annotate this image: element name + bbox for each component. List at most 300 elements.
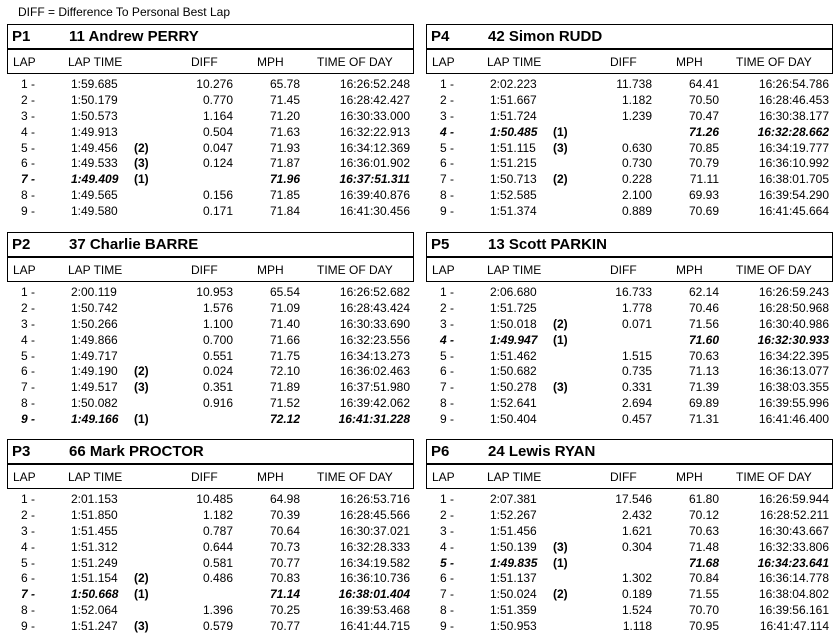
lap-time-of-day: 16:30:43.667 — [758, 523, 829, 538]
lap-row — [426, 141, 833, 157]
lap-row — [7, 109, 414, 125]
lap-mph: 71.84 — [269, 204, 300, 219]
lap-rank: (2) — [134, 140, 149, 155]
lap-diff: 0.581 — [202, 555, 233, 570]
lap-number: 9 - — [440, 204, 455, 219]
lap-diff: 0.770 — [202, 92, 233, 107]
lap-diff: 0.304 — [621, 539, 652, 554]
lap-mph: 71.55 — [688, 587, 719, 602]
lap-mph: 70.77 — [269, 619, 300, 634]
lap-row — [426, 317, 833, 333]
lap-diff: 1.621 — [621, 523, 652, 538]
lap-row — [7, 349, 414, 365]
lap-mph: 70.85 — [688, 140, 719, 155]
lap-row — [7, 333, 414, 349]
lap-time: 1:51.667 — [490, 92, 537, 107]
lap-time-of-day: 16:26:59.243 — [758, 285, 829, 299]
lap-time-of-day: 16:28:52.211 — [759, 507, 829, 522]
lap-time: 1:50.018 — [490, 316, 537, 331]
lap-diff: 0.457 — [621, 412, 652, 427]
driver-name: 11 Andrew PERRY — [69, 28, 199, 45]
lap-mph: 71.60 — [688, 332, 719, 347]
position-label: P1 — [12, 28, 31, 45]
lap-number: 4 - — [21, 539, 36, 554]
lap-diff: 0.024 — [202, 364, 233, 379]
lap-time-of-day: 16:36:01.902 — [339, 156, 410, 171]
lap-time: 1:50.179 — [71, 92, 118, 107]
position-label: P2 — [12, 236, 31, 253]
lap-rank: (1) — [134, 412, 149, 427]
col-mph-header: MPH — [676, 470, 703, 484]
driver-panel — [426, 232, 833, 430]
lap-mph: 71.48 — [688, 539, 719, 554]
lap-time-of-day: 16:32:22.913 — [339, 124, 410, 139]
lap-time-of-day: 16:30:40.986 — [758, 316, 829, 331]
lap-time: 1:52.267 — [490, 507, 537, 522]
col-tod-header: TIME OF DAY — [317, 263, 393, 277]
lap-number: 5 - — [440, 348, 455, 363]
lap-mph: 70.46 — [688, 300, 719, 315]
lap-number: 4 - — [440, 124, 455, 139]
lap-row — [7, 188, 414, 204]
lap-row — [7, 619, 414, 635]
lap-time: 1:50.139 — [490, 539, 537, 554]
lap-row — [426, 619, 833, 635]
lap-mph: 70.47 — [688, 108, 719, 123]
lap-diff: 0.916 — [202, 396, 233, 411]
lap-number: 8 - — [440, 603, 455, 618]
col-laptime-header: LAP TIME — [68, 263, 123, 277]
lap-time: 1:49.835 — [490, 555, 538, 570]
driver-name: 42 Simon RUDD — [488, 28, 603, 45]
lap-mph: 71.40 — [269, 316, 300, 331]
lap-rows — [426, 285, 833, 428]
lap-time-of-day: 16:37:51.311 — [339, 172, 410, 187]
lap-time: 1:50.713 — [490, 172, 537, 187]
lap-mph: 71.85 — [269, 188, 300, 203]
lap-row — [426, 156, 833, 172]
lap-diff: 0.551 — [202, 348, 233, 363]
lap-row — [426, 524, 833, 540]
lap-number: 1 - — [21, 77, 36, 91]
lap-diff: 16.733 — [615, 285, 652, 299]
lap-time-of-day: 16:36:02.463 — [339, 364, 410, 379]
col-diff-header: DIFF — [610, 263, 637, 277]
lap-time: 1:59.685 — [71, 77, 118, 91]
lap-time-of-day: 16:34:23.641 — [757, 555, 829, 570]
lap-time-of-day: 16:28:50.968 — [758, 300, 829, 315]
lap-mph: 71.26 — [688, 124, 719, 139]
lap-diff: 11.738 — [616, 77, 652, 91]
col-diff-header: DIFF — [191, 470, 218, 484]
lap-mph: 71.56 — [688, 316, 719, 331]
col-laptime-header: LAP TIME — [68, 55, 123, 69]
lap-number: 4 - — [440, 539, 455, 554]
lap-time-of-day: 16:30:37.021 — [339, 523, 410, 538]
lap-time-of-day: 16:30:33.000 — [339, 108, 410, 123]
lap-time-of-day: 16:34:13.273 — [339, 348, 410, 363]
lap-row — [426, 349, 833, 365]
lap-rank: (2) — [553, 316, 568, 331]
lap-diff: 0.630 — [621, 140, 652, 155]
lap-time-of-day: 16:28:45.566 — [339, 507, 410, 522]
col-diff-header: DIFF — [191, 55, 218, 69]
lap-number: 9 - — [21, 204, 36, 219]
lap-time: 1:49.866 — [71, 332, 118, 347]
lap-mph: 70.64 — [269, 523, 300, 538]
lap-mph: 70.50 — [688, 92, 719, 107]
driver-panel — [426, 439, 833, 637]
lap-row — [7, 317, 414, 333]
lap-mph: 71.93 — [269, 140, 300, 155]
lap-rank: (3) — [553, 380, 568, 395]
lap-diff: 1.239 — [621, 108, 652, 123]
lap-number: 3 - — [21, 108, 36, 123]
lap-rank: (3) — [553, 539, 568, 554]
lap-time: 1:50.278 — [490, 380, 537, 395]
column-header-row — [426, 49, 833, 74]
lap-number: 9 - — [21, 619, 36, 634]
lap-row — [426, 188, 833, 204]
lap-row — [426, 412, 833, 428]
lap-mph: 71.45 — [269, 92, 300, 107]
lap-diff: 0.351 — [202, 380, 233, 395]
lap-number: 2 - — [21, 507, 36, 522]
col-mph-header: MPH — [257, 470, 284, 484]
lap-mph: 64.41 — [688, 77, 719, 91]
col-diff-header: DIFF — [610, 55, 637, 69]
lap-diff: 2.100 — [621, 188, 652, 203]
lap-mph: 70.95 — [688, 619, 719, 634]
lap-mph: 70.12 — [688, 507, 719, 522]
lap-time-of-day: 16:32:28.662 — [757, 124, 829, 139]
lap-diff: 0.124 — [202, 156, 233, 171]
lap-diff: 1.515 — [621, 348, 652, 363]
driver-panel — [426, 24, 833, 222]
lap-time: 1:50.668 — [71, 587, 119, 602]
lap-number: 4 - — [21, 332, 36, 347]
lap-row — [426, 587, 833, 603]
column-header-row — [426, 257, 833, 282]
lap-mph: 71.63 — [269, 124, 300, 139]
lap-diff: 0.156 — [202, 188, 233, 203]
lap-mph: 71.89 — [269, 380, 300, 395]
lap-row — [426, 301, 833, 317]
lap-time: 1:49.166 — [71, 412, 119, 427]
col-tod-header: TIME OF DAY — [736, 470, 812, 484]
driver-panel — [7, 439, 414, 637]
lap-time-of-day: 16:36:10.736 — [339, 571, 410, 586]
lap-mph: 71.87 — [269, 156, 300, 171]
lap-rank: (1) — [134, 587, 149, 602]
lap-row — [7, 396, 414, 412]
lap-row — [426, 93, 833, 109]
lap-mph: 65.54 — [269, 285, 300, 299]
lap-time-of-day: 16:39:55.996 — [758, 396, 829, 411]
lap-time: 1:49.947 — [490, 332, 538, 347]
lap-row — [7, 364, 414, 380]
col-lap-header: LAP — [432, 55, 455, 69]
lap-time: 2:02.223 — [490, 77, 537, 91]
lap-time: 1:49.456 — [71, 140, 118, 155]
col-lap-header: LAP — [13, 263, 36, 277]
lap-mph: 71.75 — [269, 348, 300, 363]
col-diff-header: DIFF — [610, 470, 637, 484]
lap-rank: (3) — [134, 156, 149, 171]
lap-mph: 71.66 — [269, 332, 300, 347]
lap-rank: (2) — [553, 172, 568, 187]
lap-number: 5 - — [440, 555, 455, 570]
lap-rank: (1) — [553, 124, 568, 139]
lap-row — [426, 364, 833, 380]
lap-diff: 17.546 — [615, 492, 652, 506]
lap-number: 6 - — [21, 571, 36, 586]
lap-rank: (1) — [134, 172, 149, 187]
lap-time: 2:06.680 — [490, 285, 537, 299]
lap-number: 3 - — [21, 316, 36, 331]
lap-number: 6 - — [440, 156, 455, 171]
col-tod-header: TIME OF DAY — [736, 263, 812, 277]
lap-number: 4 - — [440, 332, 455, 347]
lap-mph: 70.70 — [688, 603, 719, 618]
lap-number: 2 - — [440, 507, 455, 522]
lap-number: 7 - — [21, 172, 36, 187]
driver-name: 24 Lewis RYAN — [488, 443, 596, 460]
lap-row — [7, 301, 414, 317]
lap-time: 1:49.565 — [71, 188, 118, 203]
lap-time-of-day: 16:36:14.778 — [758, 571, 829, 586]
col-laptime-header: LAP TIME — [487, 470, 542, 484]
lap-mph: 72.12 — [269, 412, 300, 427]
lap-mph: 65.78 — [269, 77, 300, 91]
position-label: P5 — [431, 236, 450, 253]
driver-header — [7, 439, 414, 464]
lap-time: 1:50.742 — [71, 300, 118, 315]
lap-time: 1:51.312 — [71, 539, 118, 554]
lap-time: 1:51.249 — [71, 555, 118, 570]
lap-row — [7, 380, 414, 396]
lap-number: 3 - — [440, 108, 455, 123]
driver-name: 37 Charlie BARRE — [69, 236, 199, 253]
column-header-row — [7, 257, 414, 282]
lap-number: 2 - — [440, 300, 455, 315]
lap-diff: 0.787 — [202, 523, 233, 538]
lap-rows — [7, 77, 414, 220]
lap-row — [426, 603, 833, 619]
lap-time: 1:50.404 — [490, 412, 537, 427]
col-tod-header: TIME OF DAY — [317, 470, 393, 484]
lap-diff: 1.576 — [202, 300, 233, 315]
lap-diff: 0.228 — [621, 172, 652, 187]
lap-time: 1:49.717 — [71, 348, 118, 363]
lap-number: 1 - — [21, 492, 36, 506]
lap-time: 1:49.517 — [71, 380, 118, 395]
lap-row — [7, 285, 414, 301]
lap-time: 1:50.573 — [71, 108, 118, 123]
lap-mph: 71.13 — [688, 364, 719, 379]
lap-row — [426, 380, 833, 396]
lap-time-of-day: 16:26:52.248 — [339, 77, 410, 91]
lap-mph: 71.11 — [689, 172, 719, 187]
lap-mph: 70.63 — [688, 348, 719, 363]
lap-diff: 1.118 — [622, 619, 652, 634]
lap-time: 1:49.913 — [71, 124, 118, 139]
col-laptime-header: LAP TIME — [487, 55, 542, 69]
lap-diff: 0.189 — [621, 587, 652, 602]
col-laptime-header: LAP TIME — [487, 263, 542, 277]
lap-time-of-day: 16:34:22.395 — [758, 348, 829, 363]
lap-mph: 70.83 — [269, 571, 300, 586]
lap-diff: 1.182 — [202, 507, 233, 522]
lap-rank: (2) — [553, 587, 568, 602]
lap-number: 8 - — [440, 188, 455, 203]
lap-number: 1 - — [440, 285, 455, 299]
lap-row — [7, 540, 414, 556]
lap-row — [7, 508, 414, 524]
lap-mph: 70.79 — [688, 156, 719, 171]
lap-row — [426, 556, 833, 572]
lap-time: 1:50.024 — [490, 587, 537, 602]
lap-diff: 0.579 — [202, 619, 233, 634]
lap-mph: 70.25 — [269, 603, 300, 618]
lap-time: 1:49.580 — [71, 204, 118, 219]
col-lap-header: LAP — [432, 263, 455, 277]
lap-row — [426, 396, 833, 412]
lap-diff: 1.164 — [202, 108, 233, 123]
driver-name: 66 Mark PROCTOR — [69, 443, 204, 460]
lap-time-of-day: 16:41:46.400 — [758, 412, 829, 427]
lap-number: 8 - — [21, 396, 36, 411]
lap-number: 2 - — [21, 92, 36, 107]
driver-header — [7, 232, 414, 257]
lap-time-of-day: 16:41:45.664 — [758, 204, 829, 219]
driver-header — [7, 24, 414, 49]
lap-time: 1:52.064 — [71, 603, 118, 618]
lap-number: 8 - — [21, 188, 36, 203]
lap-number: 3 - — [440, 523, 455, 538]
lap-row — [426, 125, 833, 141]
lap-time-of-day: 16:32:28.333 — [339, 539, 410, 554]
lap-time: 1:50.082 — [71, 396, 118, 411]
lap-row — [7, 172, 414, 188]
lap-number: 5 - — [21, 555, 36, 570]
lap-diff: 1.182 — [621, 92, 652, 107]
col-mph-header: MPH — [257, 55, 284, 69]
lap-row — [7, 77, 414, 93]
lap-rank: (1) — [553, 332, 568, 347]
lap-time-of-day: 16:32:23.556 — [339, 332, 410, 347]
lap-row — [7, 524, 414, 540]
lap-diff: 0.735 — [621, 364, 652, 379]
lap-number: 7 - — [440, 172, 455, 187]
lap-diff: 0.331 — [621, 380, 652, 395]
lap-row — [7, 556, 414, 572]
lap-rows — [7, 492, 414, 635]
lap-number: 7 - — [440, 587, 455, 602]
lap-diff: 0.486 — [202, 571, 233, 586]
lap-number: 7 - — [21, 587, 36, 602]
lap-row — [426, 172, 833, 188]
lap-mph: 72.10 — [269, 364, 300, 379]
lap-diff: 10.276 — [196, 77, 233, 91]
lap-time-of-day: 16:38:01.404 — [338, 587, 410, 602]
lap-row — [7, 492, 414, 508]
lap-time-of-day: 16:37:51.980 — [339, 380, 410, 395]
lap-time: 1:51.359 — [490, 603, 537, 618]
lap-number: 8 - — [440, 396, 455, 411]
lap-time: 1:51.456 — [490, 523, 537, 538]
lap-diff: 1.524 — [621, 603, 652, 618]
lap-diff: 10.485 — [196, 492, 233, 506]
lap-row — [426, 571, 833, 587]
lap-time-of-day: 16:39:56.161 — [758, 603, 829, 618]
lap-time: 1:50.266 — [71, 316, 118, 331]
lap-time: 1:50.682 — [490, 364, 537, 379]
lap-time: 1:52.641 — [490, 396, 537, 411]
lap-mph: 71.14 — [269, 587, 300, 602]
lap-time-of-day: 16:32:30.933 — [757, 332, 829, 347]
lap-time-of-day: 16:34:12.369 — [339, 140, 410, 155]
lap-row — [426, 109, 833, 125]
lap-diff: 0.730 — [621, 156, 652, 171]
col-lap-header: LAP — [13, 470, 36, 484]
lap-diff: 2.694 — [621, 396, 652, 411]
lap-time-of-day: 16:30:38.177 — [758, 108, 829, 123]
lap-number: 6 - — [21, 364, 36, 379]
lap-row — [426, 540, 833, 556]
lap-row — [7, 587, 414, 603]
position-label: P6 — [431, 443, 450, 460]
lap-time-of-day: 16:28:43.424 — [339, 300, 410, 315]
lap-rows — [7, 285, 414, 428]
lap-diff: 0.171 — [202, 204, 233, 219]
col-mph-header: MPH — [257, 263, 284, 277]
column-header-row — [7, 49, 414, 74]
lap-time-of-day: 16:41:44.715 — [339, 619, 410, 634]
lap-number: 1 - — [21, 285, 36, 299]
lap-rank: (3) — [134, 380, 149, 395]
lap-diff: 10.953 — [196, 285, 233, 299]
lap-number: 6 - — [21, 156, 36, 171]
lap-time-of-day: 16:36:13.077 — [758, 364, 829, 379]
position-label: P3 — [12, 443, 31, 460]
lap-number: 3 - — [21, 523, 36, 538]
lap-mph: 71.52 — [269, 396, 300, 411]
lap-mph: 70.39 — [269, 507, 300, 522]
lap-time: 1:49.533 — [71, 156, 118, 171]
lap-row — [426, 77, 833, 93]
lap-time: 1:51.725 — [490, 300, 537, 315]
lap-row — [7, 204, 414, 220]
lap-time: 1:51.154 — [71, 571, 118, 586]
lap-time-of-day: 16:28:46.453 — [758, 92, 829, 107]
lap-number: 9 - — [440, 619, 455, 634]
col-tod-header: TIME OF DAY — [317, 55, 393, 69]
lap-mph: 70.77 — [269, 555, 300, 570]
lap-row — [7, 571, 414, 587]
diff-legend: DIFF = Difference To Personal Best Lap — [18, 5, 230, 19]
lap-diff: 1.396 — [202, 603, 233, 618]
lap-time: 1:51.724 — [490, 108, 537, 123]
lap-row — [426, 508, 833, 524]
lap-number: 4 - — [21, 124, 36, 139]
lap-number: 6 - — [440, 571, 455, 586]
lap-time-of-day: 16:32:33.806 — [758, 539, 829, 554]
lap-time-of-day: 16:26:54.786 — [758, 77, 829, 91]
lap-time: 1:51.137 — [490, 571, 537, 586]
col-diff-header: DIFF — [191, 263, 218, 277]
lap-number: 8 - — [21, 603, 36, 618]
